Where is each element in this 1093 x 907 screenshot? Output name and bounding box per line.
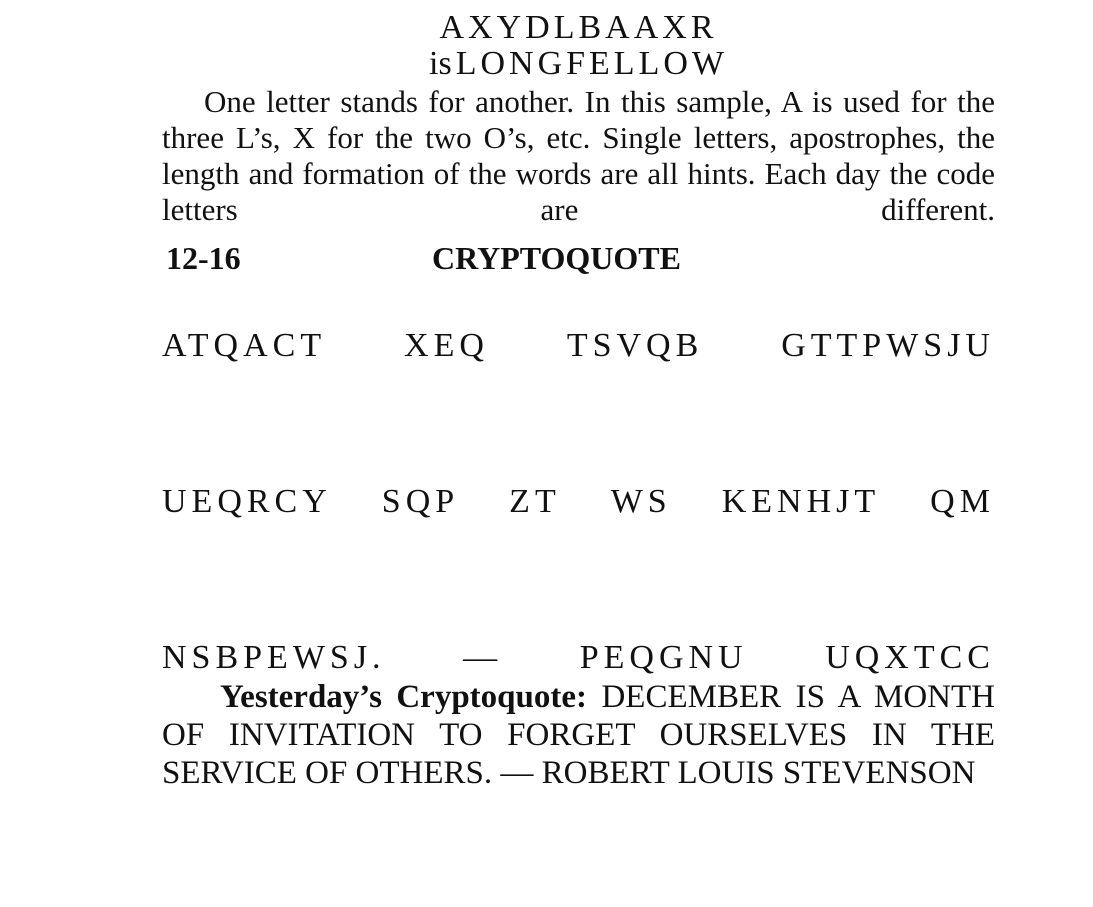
instructions: One letter stands for another. In this sample, A is used for the three L’s, X for the two O’s, etc. Single letters, apostrophes, the length and formation of the words are all hints. Each day the code letters are different. (162, 84, 995, 227)
answer-text: DECEMBER IS A MONTH OF INVITATION TO FORGET OURSELVES IN THE SERVICE OF OTHERS. — ROBERT LOUIS STEVENSON (162, 679, 996, 791)
cipher-line-3 (162, 638, 995, 678)
answer-label: Yesterday’s Cryptoquote: (220, 679, 588, 715)
example-is-word: is (429, 45, 452, 82)
yesterday-answer (162, 678, 995, 792)
cryptoquote-puzzle (162, 10, 995, 792)
example-cipher: AXYDLBAAXR (439, 9, 718, 46)
cipher-dash: — (463, 639, 503, 676)
example-plain (162, 46, 995, 82)
cipher-line-1 (162, 326, 995, 366)
cipher-word: XEQ (404, 327, 489, 364)
cipher-word: UEQRCY (162, 483, 332, 520)
cipher-word: GTTPWSJU (781, 327, 995, 364)
cipher-word: KENHJT (721, 483, 881, 520)
cipher-line-2 (162, 482, 995, 522)
cipher-word: ATQACT (162, 327, 327, 364)
cipher-word: PEQGNU (579, 639, 748, 676)
cipher-word: SQP (381, 483, 460, 520)
example-plain-word: LONGFELLOW (455, 45, 728, 82)
cipher-word: UQXTCC (825, 639, 995, 676)
puzzle-date: 12-16 (166, 240, 241, 276)
cipher-word: ZT (509, 483, 561, 520)
cipher-word: QM (930, 483, 995, 520)
puzzle-header (162, 240, 995, 282)
cipher-word: NSBPEWSJ. (162, 639, 386, 676)
cipher-word: WS (610, 483, 672, 520)
puzzle-title: CRYPTOQUOTE (432, 240, 681, 276)
cipher-word: TSVQB (566, 327, 704, 364)
